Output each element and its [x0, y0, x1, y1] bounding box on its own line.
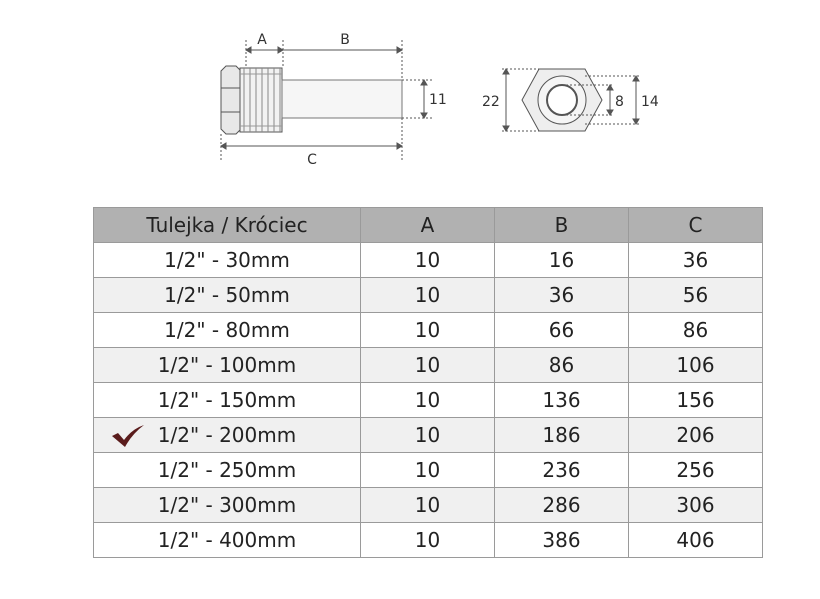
cell-product: 1/2" - 80mm — [94, 313, 361, 348]
cell-c: 306 — [629, 488, 763, 523]
cell-c: 406 — [629, 523, 763, 558]
table-row — [94, 278, 763, 313]
dim-label-b: B — [340, 32, 350, 48]
cell-b: 66 — [495, 313, 629, 348]
cell-a: 10 — [361, 243, 495, 278]
cell-product: 1/2" - 30mm — [94, 243, 361, 278]
cell-a: 10 — [361, 418, 495, 453]
cell-b: 86 — [495, 348, 629, 383]
table-row — [94, 453, 763, 488]
checkmark-icon — [110, 424, 146, 448]
table-row — [94, 383, 763, 418]
cell-b: 16 — [495, 243, 629, 278]
cell-product: 1/2" - 250mm — [94, 453, 361, 488]
cell-a: 10 — [361, 488, 495, 523]
cell-b: 236 — [495, 453, 629, 488]
table-row — [94, 243, 763, 278]
cell-product: 1/2" - 150mm — [94, 383, 361, 418]
side-view — [221, 40, 432, 160]
cell-a: 10 — [361, 453, 495, 488]
table-row-selected — [94, 418, 763, 453]
header-b: B — [495, 208, 629, 243]
cell-a: 10 — [361, 523, 495, 558]
table-row — [94, 313, 763, 348]
cell-c: 156 — [629, 383, 763, 418]
dim-label-outer-diameter: 14 — [641, 94, 659, 110]
dim-label-a: A — [257, 32, 267, 48]
cell-b: 36 — [495, 278, 629, 313]
dimensions-table — [93, 207, 763, 558]
header-a: A — [361, 208, 495, 243]
header-c: C — [629, 208, 763, 243]
cell-product: 1/2" - 100mm — [94, 348, 361, 383]
cell-c: 56 — [629, 278, 763, 313]
dim-label-across-flats: 22 — [482, 94, 500, 110]
cell-b: 136 — [495, 383, 629, 418]
cell-c: 36 — [629, 243, 763, 278]
cell-product-selected — [94, 418, 361, 453]
cell-c: 206 — [629, 418, 763, 453]
table-row — [94, 523, 763, 558]
cell-product-label: 1/2" - 200mm — [157, 423, 297, 447]
cell-a: 10 — [361, 313, 495, 348]
technical-drawing — [0, 0, 820, 200]
cell-c: 256 — [629, 453, 763, 488]
cell-b: 186 — [495, 418, 629, 453]
cell-a: 10 — [361, 348, 495, 383]
table-row — [94, 488, 763, 523]
cell-a: 10 — [361, 278, 495, 313]
dim-label-c: C — [307, 152, 317, 168]
cell-a: 10 — [361, 383, 495, 418]
cell-c: 106 — [629, 348, 763, 383]
cell-b: 286 — [495, 488, 629, 523]
table-row — [94, 348, 763, 383]
cell-product: 1/2" - 50mm — [94, 278, 361, 313]
cell-b: 386 — [495, 523, 629, 558]
cell-product: 1/2" - 400mm — [94, 523, 361, 558]
cell-c: 86 — [629, 313, 763, 348]
dim-label-tube-diameter: 11 — [429, 92, 447, 108]
dim-label-inner-diameter: 8 — [615, 94, 624, 110]
table-header-row — [94, 208, 763, 243]
cell-product: 1/2" - 300mm — [94, 488, 361, 523]
header-product: Tulejka / Króciec — [94, 208, 361, 243]
